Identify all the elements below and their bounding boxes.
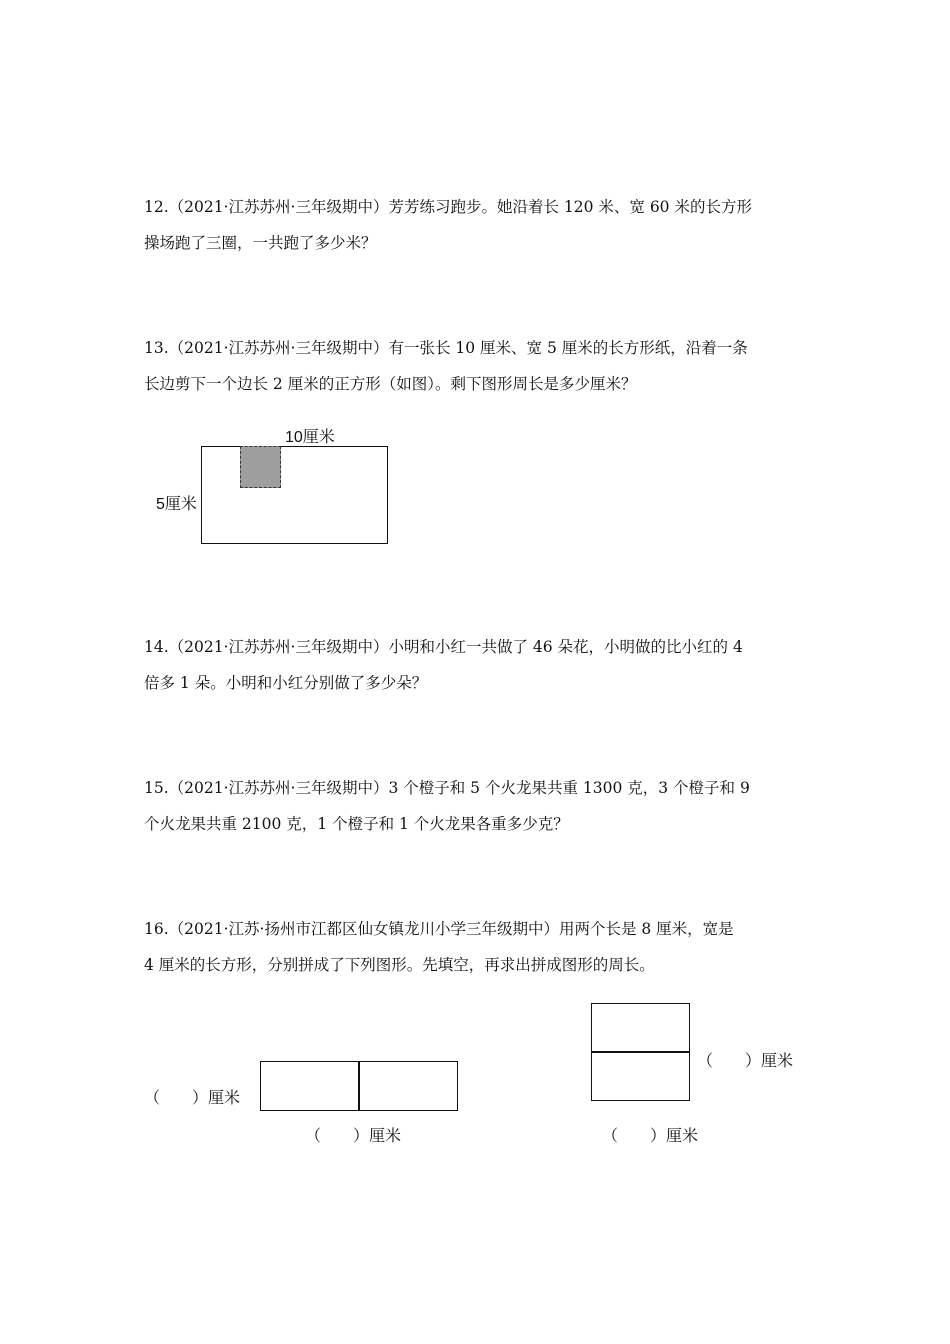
question-line: 13.（2021·江苏苏州·三年级期中）有一张长 10 厘米、宽 5 厘米的长方形纸，沿着一条 xyxy=(144,339,748,357)
vertical-divider xyxy=(591,1051,690,1053)
question-13 xyxy=(144,330,809,402)
question-line: 14.（2021·江苏苏州·三年级期中）小明和小红一共做了 46 朵花，小明做的比小红的 4 xyxy=(144,638,743,656)
question-number: 16. xyxy=(144,920,169,938)
question-line: 16.（2021·江苏·扬州市江都区仙女镇龙川小学三年级期中）用两个长是 8 厘米，宽是 xyxy=(144,920,734,938)
question-line: 操场跑了三圈，一共跑了多少米？ xyxy=(144,234,377,252)
cut-square xyxy=(240,446,281,488)
paper-rectangle xyxy=(201,446,388,544)
question-16 xyxy=(144,911,809,983)
length-label: 10厘米 xyxy=(285,429,335,446)
question-12 xyxy=(144,189,809,261)
horizontal-side-blank: （ ）厘米 xyxy=(144,1090,241,1107)
question-line: 4 厘米的长方形，分别拼成了下列图形。先填空，再求出拼成图形的周长。 xyxy=(144,956,655,974)
vertical-side-blank: （ ）厘米 xyxy=(697,1053,794,1070)
vertical-bottom-blank: （ ）厘米 xyxy=(602,1128,699,1145)
question-number: 14. xyxy=(144,638,169,656)
question-line: 15.（2021·江苏苏州·三年级期中）3 个橙子和 5 个火龙果共重 1300 克，3 个橙子和 9 xyxy=(144,779,750,797)
question-number: 13. xyxy=(144,339,169,357)
question-14 xyxy=(144,629,809,701)
question-number: 15. xyxy=(144,779,169,797)
question-line: 倍多 1 朵。小明和小红分别做了多少朵？ xyxy=(144,674,428,692)
horizontal-bottom-blank: （ ）厘米 xyxy=(305,1128,402,1145)
width-label: 5厘米 xyxy=(156,496,197,513)
question-line: 个火龙果共重 2100 克，1 个橙子和 1 个火龙果各重多少克？ xyxy=(144,815,569,833)
question-line: 长边剪下一个边长 2 厘米的正方形（如图）。剩下图形周长是多少厘米？ xyxy=(144,375,637,393)
question-15 xyxy=(144,770,809,842)
question-number: 12. xyxy=(144,198,169,216)
horizontal-divider xyxy=(358,1061,360,1111)
question-line: 12.（2021·江苏苏州·三年级期中）芳芳练习跑步。她沿着长 120 米、宽 60 米的长方形 xyxy=(144,198,752,216)
